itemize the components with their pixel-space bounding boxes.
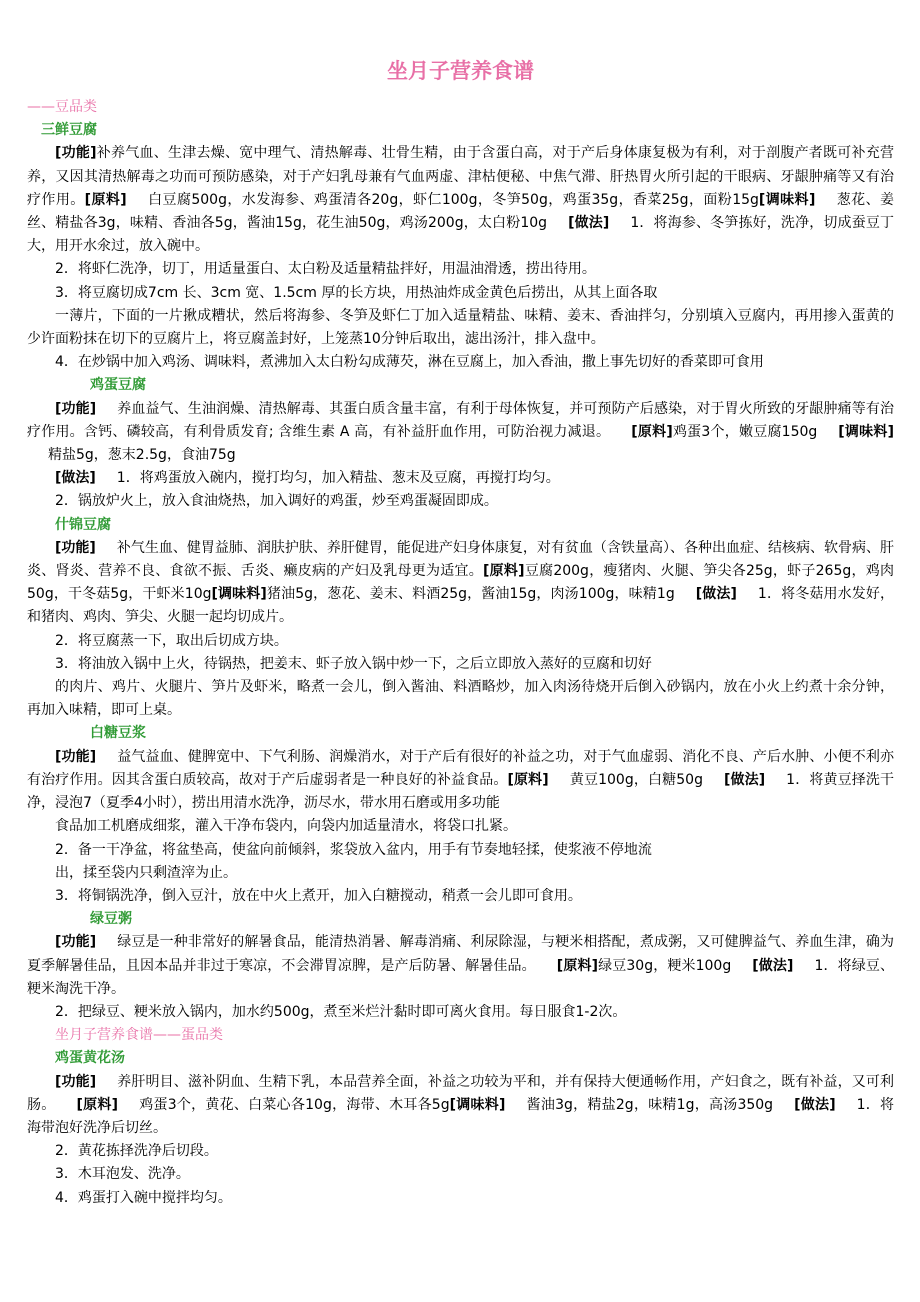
method-step: 3．将豆腐切成7cm 长、3cm 宽、1.5cm 厚的长方块，用热油炸成金黄色后捞出，从其上面各取: [55, 284, 658, 301]
dish-description: [27, 537, 894, 630]
dish-description: [27, 931, 894, 1001]
method-line: [27, 467, 894, 490]
label-seasoning: [调味料]: [449, 1096, 506, 1113]
method-step: 4．鸡蛋打入碗中搅拌均匀。: [55, 1189, 232, 1206]
document-title: 坐月子营养食谱: [387, 59, 534, 83]
label-function: [功能]: [55, 539, 96, 556]
label-seasoning: [调味料]: [211, 586, 267, 603]
method-step: 4．在炒锅中加入鸡汤、调味料，煮沸加入太白粉勾成薄芡，淋在豆腐上，加入香油，撒上事先切好的香菜即可食用: [55, 354, 764, 371]
method-step: 的肉片、鸡片、火腿片、笋片及虾米，略煮一会儿，倒入酱油、料酒略炒，加入肉汤待烧开后倒入砂锅内，放在小火上约煮十余分钟，再加入味精，即可上桌。: [27, 679, 894, 719]
label-ingredients: [原料]: [556, 957, 598, 974]
method-step: 3．将油放入锅中上火，待锅热，把姜末、虾子放入锅中炒一下，之后立即放入蒸好的豆腐和切好: [55, 655, 652, 672]
ingredients-text: 鸡蛋3个，嫩豆腐150g: [672, 423, 818, 440]
category-heading-beans: ——豆品类: [27, 99, 97, 115]
method-step: 1．将黄豆择洗干净，浸泡7（夏季4小时），捞出用清水洗净，沥尽水，带水用石磨或用多功能: [27, 771, 895, 812]
method-step: 2．将豆腐蒸一下，取出后切成方块。: [55, 632, 288, 649]
function-text: 补气生血、健胃益肺、润肤护肤、养肝健胃，能促进产妇身体康复，对有贫血（含铁量高）、各种出血症、结核病、软骨病、肝炎、肾炎、营养不良、食欲不振、舌炎、癞皮病的产妇及乳母更为适宜。: [27, 539, 895, 580]
ingredients-text: 黄豆100g，白糖50g: [569, 771, 703, 788]
label-method: [做法]: [794, 1096, 836, 1113]
label-function: [功能]: [55, 145, 97, 162]
dish-description: [27, 746, 894, 816]
category-heading-eggs: 坐月子营养食谱——蛋品类: [55, 1027, 223, 1044]
label-ingredients: [原料]: [84, 191, 127, 208]
function-text: 补养气血、生津去燥、宽中理气、清热解毒、壮骨生精，由于含蛋白高，对于产后身体康复极为有利，对于剖腹产者既可补充营养，又因其清热解毒之功而可预防感染，对于产妇乳母兼有气血两虚、津枯便秘、中焦气滞、肝热胃火所引起的干眼病、牙龈肿痛等又有治疗作用。: [27, 145, 895, 208]
function-text: 养血益气、生油润燥、清热解毒、其蛋白质含量丰富，有利于母体恢复，并可预防产后感染，对于胃火所致的牙龈肿痛等有治疗作用。含钙、磷较高，有利骨质发育; 含维生素 A 高，有补益肝血作用，可防治视力减退。: [27, 400, 894, 440]
dish-description: [27, 1071, 894, 1141]
seasoning-text: 酱油3g，精盐2g，味精1g，高汤350g: [526, 1096, 774, 1113]
method-step: 出，揉至袋内只剩渣滓为止。: [55, 864, 237, 881]
ingredients-text: 绿豆30g，粳米100g: [597, 957, 732, 974]
method-step: 3．将铜锅洗净，倒入豆汁，放在中火上煮开，加入白糖搅动，稍煮一会儿即可食用。: [55, 887, 582, 904]
ingredients-text: 鸡蛋3个，黄花、白菜心各10g，海带、木耳各5g: [139, 1096, 450, 1113]
label-function: [功能]: [55, 748, 97, 765]
dish-title-egg-daylily-soup: 鸡蛋黄花汤: [55, 1050, 125, 1067]
method-step: 3．木耳泡发、洗净。: [55, 1166, 190, 1183]
method-step: 食品加工机磨成细浆，灌入干净布袋内，向袋内加适量清水，将袋口扎紧。: [55, 818, 517, 835]
label-ingredients: [原料]: [631, 423, 673, 440]
dish-title-egg-tofu: 鸡蛋豆腐: [90, 377, 146, 394]
method-step: 1．将冬菇用水发好，和猪肉、鸡肉、笋尖、火腿一起均切成片。: [27, 586, 895, 626]
dish-title-sanxian-tofu: 三鲜豆腐: [41, 122, 97, 139]
label-function: [功能]: [55, 1073, 97, 1090]
method-step: 1．将绿豆、粳米淘洗干净。: [27, 957, 895, 997]
method-step: 1．将海带泡好洗净后切丝。: [27, 1096, 895, 1136]
ingredients-text: 豆腐200g，瘦猪肉、火腿、笋尖各25g，虾子265g，鸡肉50g，干冬菇5g，干虾米10g: [27, 563, 895, 603]
ingredients-text: 白豆腐500g，水发海参、鸡蛋清各20g，虾仁100g，冬笋50g，鸡蛋35g，香菜25g，面粉15g: [147, 191, 759, 208]
label-function: [功能]: [55, 400, 97, 417]
dish-description: [27, 142, 894, 258]
seasoning-text: 葱花、姜丝、精盐各3g，味精、香油各5g，酱油15g，花生油50g，鸡汤200g，太白粉10g: [27, 191, 895, 232]
label-ingredients: [原料]: [483, 563, 525, 580]
label-method: [做法]: [55, 470, 96, 487]
dish-title-assorted-tofu: 什锦豆腐: [55, 516, 111, 533]
method-step: 2．把绿豆、粳米放入锅内，加水约500g，煮至米烂汁黏时即可离火食用。每日服食1-2次。: [55, 1003, 627, 1020]
method-step: 1．将鸡蛋放入碗内，搅打均匀，加入精盐、葱末及豆腐，再搅打均匀。: [116, 470, 560, 487]
seasoning-text: 猪油5g，葱花、姜末、料酒25g，酱油15g，肉汤100g，味精1g: [266, 586, 675, 603]
seasoning-text: 精盐5g，葱末2.5g，食油75g: [48, 447, 236, 464]
method-step: 2．黄花拣择洗净后切段。: [55, 1143, 218, 1160]
method-step: 2．锅放炉火上，放入食油烧热，加入调好的鸡蛋，炒至鸡蛋凝固即成。: [55, 493, 498, 510]
label-function: [功能]: [55, 934, 97, 951]
label-method: [做法]: [695, 586, 737, 603]
dish-title-sugar-soymilk: 白糖豆浆: [90, 725, 146, 742]
label-method: [做法]: [568, 215, 610, 232]
method-step: 2．将虾仁洗净，切丁，用适量蛋白、太白粉及适量精盐拌好，用温油滑透，捞出待用。: [55, 261, 596, 278]
label-method: [做法]: [723, 771, 766, 788]
label-ingredients: [原料]: [507, 771, 549, 788]
dish-description: [27, 398, 894, 468]
function-text: 绿豆是一种非常好的解暑食品，能清热消暑、解毒消痛、利尿除湿，与粳米相搭配，煮成粥，又可健脾益气、养血生津，确为夏季解暑佳品，且因本品并非过于寒凉，不会滞胃凉脾，是产后防暑、解暑佳品。: [27, 934, 894, 974]
label-seasoning: [调味料]: [838, 423, 895, 440]
method-step: 一薄片，下面的一片揪成糟状，然后将海参、冬笋及虾仁丁加入适量精盐、味精、姜末、香油拌匀，分别填入豆腐内，再用掺入蛋黄的少许面粉抹在切下的豆腐片上，将豆腐盖封好，上笼蒸10分钟后取出，滤出汤汁，排入盘中。: [27, 307, 894, 348]
label-seasoning: [调味料]: [758, 191, 816, 208]
dish-title-mung-bean-porridge: 绿豆粥: [90, 911, 132, 928]
label-ingredients: [原料]: [76, 1096, 119, 1113]
function-text: 养肝明目、滋补阴血、生精下乳，本品营养全面，补益之功较为平和，并有保持大便通畅作用，产妇食之，既有补益，又可利肠。: [27, 1073, 894, 1113]
method-step: 1．将海参、冬笋拣好，洗净，切成蚕豆丁大，用开水氽过，放入碗中。: [27, 215, 894, 255]
function-text: 益气益血、健脾宽中、下气利肠、润燥消水，对于产后有很好的补益之功，对于气血虚弱、消化不良、产后水肿、小便不利亦有治疗作用。因其含蛋白质较高，故对于产后虚弱者是一种良好的补益食品。: [27, 748, 894, 788]
label-method: [做法]: [752, 957, 794, 974]
method-step: 2．备一干净盆，将盆垫高，使盆向前倾斜，浆袋放入盆内，用手有节奏地轻揉，使浆液不停地流: [55, 841, 652, 858]
